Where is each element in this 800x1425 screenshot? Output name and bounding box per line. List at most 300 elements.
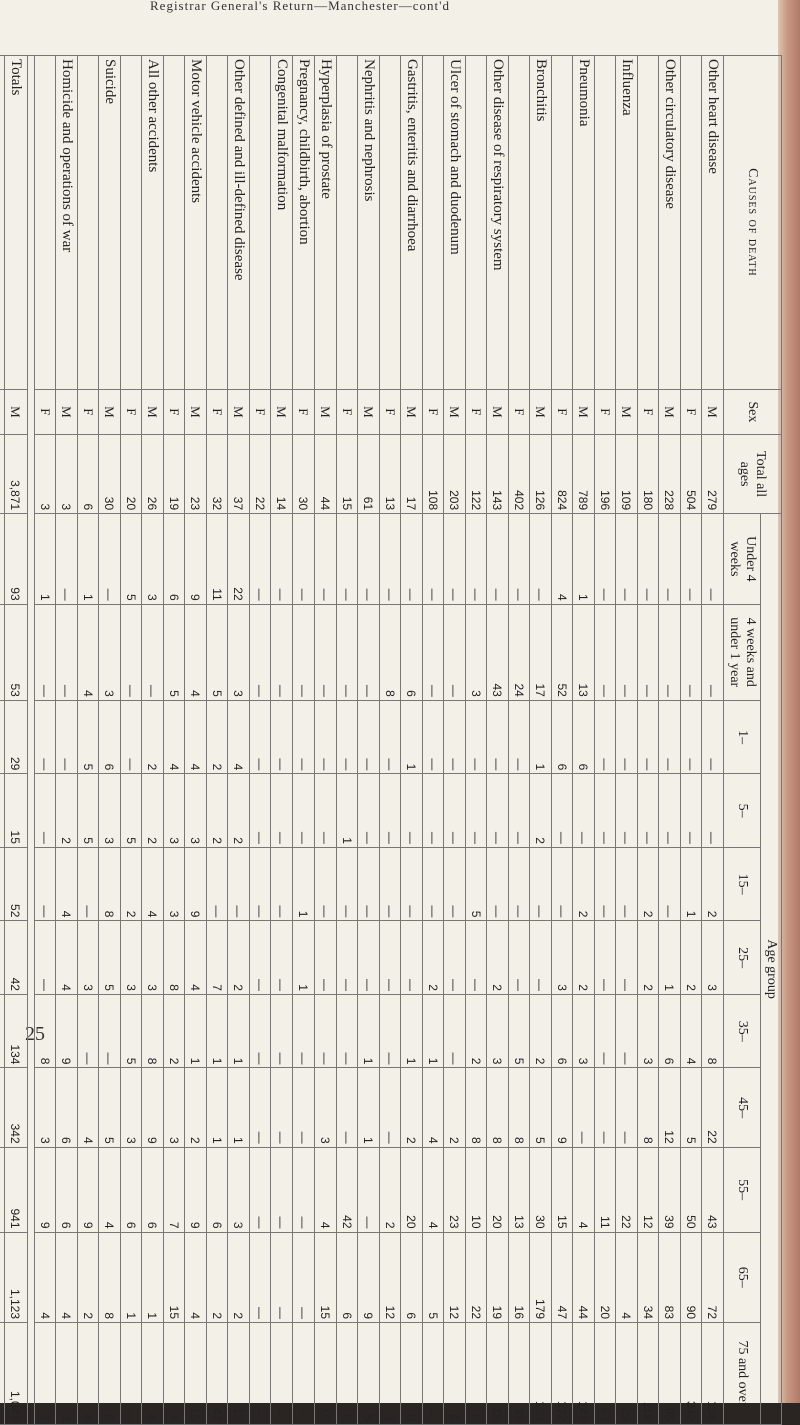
value-cell-a25: — xyxy=(35,921,56,995)
value-cell-a55: 20 xyxy=(487,1147,509,1232)
table-row xyxy=(358,56,380,1425)
table-body xyxy=(0,56,724,1425)
value-cell-a5: — xyxy=(487,774,509,848)
cause-cell: Homicide and operations of war xyxy=(56,56,78,390)
value-cell-a65: — xyxy=(293,1232,315,1323)
cause-cell: Pneumonia xyxy=(573,56,595,390)
value-cell-a5: — xyxy=(293,774,315,848)
value-cell-a25: — xyxy=(358,921,380,995)
sex-cell: M xyxy=(185,389,207,434)
value-cell-a45: 3 xyxy=(315,1068,337,1147)
value-cell-a25: 3 xyxy=(142,921,164,995)
value-cell-a5: — xyxy=(466,774,487,848)
value-cell-under4w: — xyxy=(616,514,638,605)
value-cell-a55: 9 xyxy=(185,1147,207,1232)
header-age-65: 65– xyxy=(724,1232,761,1323)
value-cell-a15: 1 xyxy=(681,847,702,921)
value-cell-a15: — xyxy=(228,847,250,921)
value-cell-a5: 3 xyxy=(164,774,185,848)
value-cell-a25: — xyxy=(315,921,337,995)
value-cell-total: 17 xyxy=(401,434,423,513)
table-row xyxy=(595,56,616,1425)
value-cell-a35: — xyxy=(99,994,121,1068)
cause-cell: Pregnancy, childbirth, abortion xyxy=(293,56,315,390)
value-cell-a45: 12 xyxy=(659,1068,681,1147)
value-cell-under4w: — xyxy=(380,514,401,605)
table-row xyxy=(423,56,444,1425)
value-cell-under4w: 6 xyxy=(164,514,185,605)
value-cell-a1: 2 xyxy=(142,700,164,774)
value-cell-a35: 3 xyxy=(573,994,595,1068)
value-cell-a35: 6 xyxy=(552,994,573,1068)
value-cell-a5: — xyxy=(616,774,638,848)
value-cell-a35: 1 xyxy=(185,994,207,1068)
value-cell-a45: — xyxy=(271,1068,293,1147)
value-cell-a45 xyxy=(0,1068,5,1147)
value-cell-under4w: 3 xyxy=(142,514,164,605)
sex-cell: F xyxy=(681,389,702,434)
value-cell-total: 3,871 xyxy=(5,434,28,513)
value-cell-a35: 4 xyxy=(681,994,702,1068)
value-cell-a1: — xyxy=(380,700,401,774)
header-cause: Causes of death xyxy=(724,56,782,390)
table-row xyxy=(315,56,337,1425)
value-cell-a35 xyxy=(0,994,5,1068)
value-cell-a15: 9 xyxy=(185,847,207,921)
value-cell-a45: 2 xyxy=(401,1068,423,1147)
value-cell-under4w: — xyxy=(250,514,271,605)
value-cell-a1 xyxy=(0,700,5,774)
value-cell-a75: 16 xyxy=(315,1323,337,1425)
mortality-table xyxy=(0,55,782,1425)
value-cell-w4y1 xyxy=(0,604,5,700)
value-cell-w4y1: 4 xyxy=(185,604,207,700)
value-cell-a1: — xyxy=(659,700,681,774)
value-cell-total: 61 xyxy=(358,434,380,513)
header-age-55: 55– xyxy=(724,1147,761,1232)
value-cell-a35: 8 xyxy=(702,994,724,1068)
value-cell-a45: 3 xyxy=(121,1068,142,1147)
value-cell-a15: — xyxy=(401,847,423,921)
value-cell-a55: — xyxy=(250,1147,271,1232)
value-cell-a15: — xyxy=(423,847,444,921)
value-cell-a75: 17 xyxy=(228,1323,250,1425)
cause-cell: Other circulatory disease xyxy=(659,56,681,390)
value-cell-total: 20 xyxy=(121,434,142,513)
value-cell-a1: — xyxy=(595,700,616,774)
value-cell-a45: 6 xyxy=(56,1068,78,1147)
sex-cell: M xyxy=(401,389,423,434)
value-cell-a15: — xyxy=(315,847,337,921)
value-cell-total: 37 xyxy=(228,434,250,513)
rotated-table-wrapper xyxy=(8,55,782,1425)
value-cell-w4y1: 17 xyxy=(530,604,552,700)
header-under-4-weeks: Under 4 weeks xyxy=(724,514,761,605)
value-cell-under4w: — xyxy=(401,514,423,605)
cause-cell: Other heart disease xyxy=(702,56,724,390)
value-cell-a15: — xyxy=(35,847,56,921)
cause-cell: Ulcer of stomach and duodenum xyxy=(444,56,466,390)
value-cell-a35: 2 xyxy=(466,994,487,1068)
value-cell-a75: 6 xyxy=(444,1323,466,1425)
value-cell-a25 xyxy=(0,921,5,995)
value-cell-a75: 15 xyxy=(487,1323,509,1425)
sex-cell: M xyxy=(358,389,380,434)
value-cell-total: 126 xyxy=(530,434,552,513)
value-cell-a25: 3 xyxy=(702,921,724,995)
value-cell-total: 203 xyxy=(444,434,466,513)
value-cell-total: 15 xyxy=(337,434,358,513)
value-cell-a55: 6 xyxy=(121,1147,142,1232)
value-cell-a1: — xyxy=(681,700,702,774)
value-cell-a65 xyxy=(0,1232,5,1323)
value-cell-a25: — xyxy=(271,921,293,995)
value-cell-a65: 1,123 xyxy=(5,1232,28,1323)
value-cell-a5: 2 xyxy=(142,774,164,848)
value-cell-a15: 52 xyxy=(5,847,28,921)
value-cell-w4y1: — xyxy=(638,604,659,700)
running-header xyxy=(0,0,778,14)
sex-cell: F xyxy=(595,389,616,434)
cause-cell xyxy=(337,56,358,390)
table-row xyxy=(552,56,573,1425)
table-row xyxy=(35,56,56,1425)
cause-cell xyxy=(207,56,228,390)
value-cell-a75: 1 xyxy=(35,1323,56,1425)
sex-cell: F xyxy=(250,389,271,434)
value-cell-total: 122 xyxy=(466,434,487,513)
table-row xyxy=(271,56,293,1425)
value-cell-a1: — xyxy=(271,700,293,774)
table-row xyxy=(702,56,724,1425)
value-cell-a55: 6 xyxy=(207,1147,228,1232)
value-cell-a1: — xyxy=(293,700,315,774)
sex-cell: F xyxy=(35,389,56,434)
sex-cell: M xyxy=(487,389,509,434)
value-cell-under4w: 4 xyxy=(552,514,573,605)
value-cell-a5: 3 xyxy=(185,774,207,848)
value-cell-a15: — xyxy=(509,847,530,921)
value-cell-a25: 1 xyxy=(293,921,315,995)
value-cell-a65: 15 xyxy=(315,1232,337,1323)
value-cell-w4y1: — xyxy=(293,604,315,700)
value-cell-a25: — xyxy=(250,921,271,995)
header-age-45: 45– xyxy=(724,1068,761,1147)
value-cell-a5: — xyxy=(595,774,616,848)
table-row xyxy=(573,56,595,1425)
sex-cell: M xyxy=(702,389,724,434)
value-cell-a5: 1 xyxy=(337,774,358,848)
value-cell-a25: 3 xyxy=(121,921,142,995)
table-row xyxy=(380,56,401,1425)
value-cell-a75: 15 xyxy=(185,1323,207,1425)
value-cell-w4y1: — xyxy=(702,604,724,700)
value-cell-a5: — xyxy=(315,774,337,848)
sex-cell: F xyxy=(207,389,228,434)
value-cell-a45: 8 xyxy=(509,1068,530,1147)
value-cell-a65: 6 xyxy=(401,1232,423,1323)
value-cell-a55: 13 xyxy=(509,1147,530,1232)
value-cell-a1: — xyxy=(121,700,142,774)
value-cell-a45: 1 xyxy=(228,1068,250,1147)
cause-cell: Nephritis and nephrosis xyxy=(358,56,380,390)
value-cell-a75: — xyxy=(250,1323,271,1425)
value-cell-a15: — xyxy=(380,847,401,921)
value-cell-a15: — xyxy=(250,847,271,921)
value-cell-a35: 8 xyxy=(35,994,56,1068)
value-cell-a25: — xyxy=(444,921,466,995)
value-cell-a75: 95 xyxy=(659,1323,681,1425)
value-cell-a45: 5 xyxy=(530,1068,552,1147)
value-cell-w4y1: — xyxy=(659,604,681,700)
value-cell-a55: 39 xyxy=(659,1147,681,1232)
sex-cell: F xyxy=(293,389,315,434)
value-cell-a65: 2 xyxy=(78,1232,99,1323)
value-cell-a55: — xyxy=(271,1147,293,1232)
value-cell-a5: — xyxy=(659,774,681,848)
value-cell-a75: 8 xyxy=(78,1323,99,1425)
value-cell-a35: 1 xyxy=(358,994,380,1068)
sex-cell: M xyxy=(315,389,337,434)
table-row xyxy=(681,56,702,1425)
value-cell-total: 13 xyxy=(380,434,401,513)
cause-cell xyxy=(423,56,444,390)
value-cell-a75: 47 xyxy=(207,1323,228,1425)
value-cell-a65: 15 xyxy=(164,1232,185,1323)
value-cell-a65: 12 xyxy=(444,1232,466,1323)
header-age-15: 15– xyxy=(724,847,761,921)
value-cell-a5: — xyxy=(552,774,573,848)
value-cell-a65: 6 xyxy=(337,1232,358,1323)
value-cell-total: 3 xyxy=(35,434,56,513)
value-cell-total: 228 xyxy=(659,434,681,513)
value-cell-a45: — xyxy=(573,1068,595,1147)
value-cell-a45: 4 xyxy=(78,1068,99,1147)
value-cell-a35: 1 xyxy=(228,994,250,1068)
header-age-35: 35– xyxy=(724,994,761,1068)
value-cell-a55: 4 xyxy=(99,1147,121,1232)
value-cell-a1: — xyxy=(466,700,487,774)
table-row xyxy=(142,56,164,1425)
value-cell-a55: 50 xyxy=(681,1147,702,1232)
value-cell-a75: — xyxy=(271,1323,293,1425)
cause-cell xyxy=(509,56,530,390)
value-cell-a35: — xyxy=(595,994,616,1068)
value-cell-total: 824 xyxy=(552,434,573,513)
cause-cell: Hyperplasia of prostate xyxy=(315,56,337,390)
value-cell-total: 30 xyxy=(99,434,121,513)
value-cell-w4y1: 6 xyxy=(401,604,423,700)
value-cell-a1: 6 xyxy=(552,700,573,774)
value-cell-w4y1: — xyxy=(35,604,56,700)
value-cell-a5: — xyxy=(423,774,444,848)
value-cell-under4w: — xyxy=(423,514,444,605)
table-row xyxy=(228,56,250,1425)
value-cell-a55: 9 xyxy=(35,1147,56,1232)
table-row xyxy=(293,56,315,1425)
header-age-5: 5– xyxy=(724,774,761,848)
value-cell-a55: 9 xyxy=(78,1147,99,1232)
value-cell-a65: 19 xyxy=(487,1232,509,1323)
sex-cell: F xyxy=(509,389,530,434)
value-cell-a25: 2 xyxy=(573,921,595,995)
value-cell-a1: — xyxy=(315,700,337,774)
value-cell-total xyxy=(0,434,5,513)
value-cell-a5: 5 xyxy=(78,774,99,848)
value-cell-a45: 9 xyxy=(142,1068,164,1147)
value-cell-a55: 42 xyxy=(337,1147,358,1232)
value-cell-a25: — xyxy=(466,921,487,995)
value-cell-a35: 5 xyxy=(509,994,530,1068)
value-cell-a55: 23 xyxy=(444,1147,466,1232)
value-cell-under4w: — xyxy=(638,514,659,605)
value-cell-a55: 20 xyxy=(401,1147,423,1232)
value-cell-w4y1: — xyxy=(595,604,616,700)
value-cell-a5: 2 xyxy=(530,774,552,848)
value-cell-a75: 1,047 xyxy=(5,1323,28,1425)
value-cell-a75: 6 xyxy=(466,1323,487,1425)
value-cell-a15: 2 xyxy=(121,847,142,921)
value-cell-a1: 4 xyxy=(164,700,185,774)
table-row xyxy=(401,56,423,1425)
value-cell-a5: — xyxy=(573,774,595,848)
running-header-text: Registrar General's Return—Manchester—cont'd xyxy=(150,0,450,13)
value-cell-a1: — xyxy=(702,700,724,774)
cause-cell: Other defined and ill-defined disease xyxy=(228,56,250,390)
value-cell-a15: — xyxy=(616,847,638,921)
value-cell-w4y1: 4 xyxy=(78,604,99,700)
value-cell-total: 44 xyxy=(315,434,337,513)
value-cell-a65: 8 xyxy=(99,1232,121,1323)
value-cell-a25: 8 xyxy=(164,921,185,995)
value-cell-under4w: 22 xyxy=(228,514,250,605)
value-cell-a25: 7 xyxy=(207,921,228,995)
value-cell-w4y1: 13 xyxy=(573,604,595,700)
value-cell-under4w: — xyxy=(358,514,380,605)
cause-cell: Gastritis, enteritis and diarrhoea xyxy=(401,56,423,390)
cause-cell xyxy=(164,56,185,390)
value-cell-a65: 47 xyxy=(552,1232,573,1323)
value-cell-a55: 6 xyxy=(56,1147,78,1232)
value-cell-a1: — xyxy=(358,700,380,774)
sex-cell: M xyxy=(616,389,638,434)
totals-row xyxy=(0,56,5,1425)
cause-cell xyxy=(595,56,616,390)
sex-cell: F xyxy=(552,389,573,434)
value-cell-a5: — xyxy=(250,774,271,848)
value-cell-w4y1: — xyxy=(142,604,164,700)
value-cell-w4y1: 43 xyxy=(487,604,509,700)
value-cell-a15: — xyxy=(530,847,552,921)
value-cell-a1: 5 xyxy=(78,700,99,774)
value-cell-a5: 2 xyxy=(228,774,250,848)
value-cell-under4w: — xyxy=(56,514,78,605)
value-cell-a55: 43 xyxy=(702,1147,724,1232)
value-cell-a45: 1 xyxy=(207,1068,228,1147)
value-cell-under4w: 5 xyxy=(121,514,142,605)
value-cell-a15 xyxy=(0,847,5,921)
value-cell-a35: — xyxy=(78,994,99,1068)
value-cell-a1: — xyxy=(35,700,56,774)
value-cell-a35: 2 xyxy=(530,994,552,1068)
value-cell-a15: 3 xyxy=(164,847,185,921)
sex-cell xyxy=(0,389,5,434)
value-cell-under4w: — xyxy=(337,514,358,605)
cause-cell: Totals xyxy=(5,56,28,390)
sex-cell: M xyxy=(142,389,164,434)
value-cell-a5: — xyxy=(401,774,423,848)
sex-cell: M xyxy=(573,389,595,434)
value-cell-a45: 1 xyxy=(358,1068,380,1147)
value-cell-under4w: — xyxy=(466,514,487,605)
table-row xyxy=(509,56,530,1425)
value-cell-a35: — xyxy=(616,994,638,1068)
cause-cell xyxy=(121,56,142,390)
value-cell-a65: 1 xyxy=(121,1232,142,1323)
value-cell-under4w: — xyxy=(659,514,681,605)
value-cell-a15: 1 xyxy=(293,847,315,921)
cause-cell xyxy=(78,56,99,390)
value-cell-a5: — xyxy=(638,774,659,848)
cause-cell: Influenza xyxy=(616,56,638,390)
header-age-75-over: 75 and over xyxy=(724,1323,761,1425)
value-cell-w4y1: — xyxy=(358,604,380,700)
table-row xyxy=(530,56,552,1425)
sex-cell: M xyxy=(5,389,28,434)
value-cell-a1: 1 xyxy=(401,700,423,774)
value-cell-w4y1: — xyxy=(337,604,358,700)
value-cell-total: 22 xyxy=(250,434,271,513)
value-cell-a15: 2 xyxy=(638,847,659,921)
value-cell-a55: 6 xyxy=(142,1147,164,1232)
value-cell-a25: — xyxy=(380,921,401,995)
table-row xyxy=(164,56,185,1425)
value-cell-a75: — xyxy=(293,1323,315,1425)
value-cell-a35: — xyxy=(444,994,466,1068)
value-cell-a75: 4 xyxy=(164,1323,185,1425)
value-cell-a45: — xyxy=(250,1068,271,1147)
value-cell-a1: 6 xyxy=(99,700,121,774)
value-cell-a45: 5 xyxy=(99,1068,121,1147)
value-cell-a45: 342 xyxy=(5,1068,28,1147)
value-cell-a45: 22 xyxy=(702,1068,724,1147)
value-cell-a55: 3 xyxy=(228,1147,250,1232)
value-cell-a35: — xyxy=(337,994,358,1068)
value-cell-under4w: 1 xyxy=(573,514,595,605)
sex-cell: M xyxy=(99,389,121,434)
value-cell-a25: 42 xyxy=(5,921,28,995)
value-cell-a75: — xyxy=(423,1323,444,1425)
value-cell-a5: 3 xyxy=(99,774,121,848)
value-cell-a55: 2 xyxy=(380,1147,401,1232)
table-row xyxy=(56,56,78,1425)
header-row-top xyxy=(761,56,782,1425)
value-cell-a65: 16 xyxy=(509,1232,530,1323)
value-cell-a35: — xyxy=(250,994,271,1068)
cause-cell xyxy=(380,56,401,390)
value-cell-a25: 3 xyxy=(78,921,99,995)
value-cell-total: 3 xyxy=(56,434,78,513)
value-cell-a1: — xyxy=(337,700,358,774)
value-cell-under4w: — xyxy=(509,514,530,605)
sex-cell: F xyxy=(423,389,444,434)
table-row xyxy=(121,56,142,1425)
value-cell-a75: 172 xyxy=(552,1323,573,1425)
value-cell-total: 789 xyxy=(573,434,595,513)
value-cell-a15: 4 xyxy=(142,847,164,921)
value-cell-a45: 8 xyxy=(487,1068,509,1147)
value-cell-a1: 6 xyxy=(573,700,595,774)
